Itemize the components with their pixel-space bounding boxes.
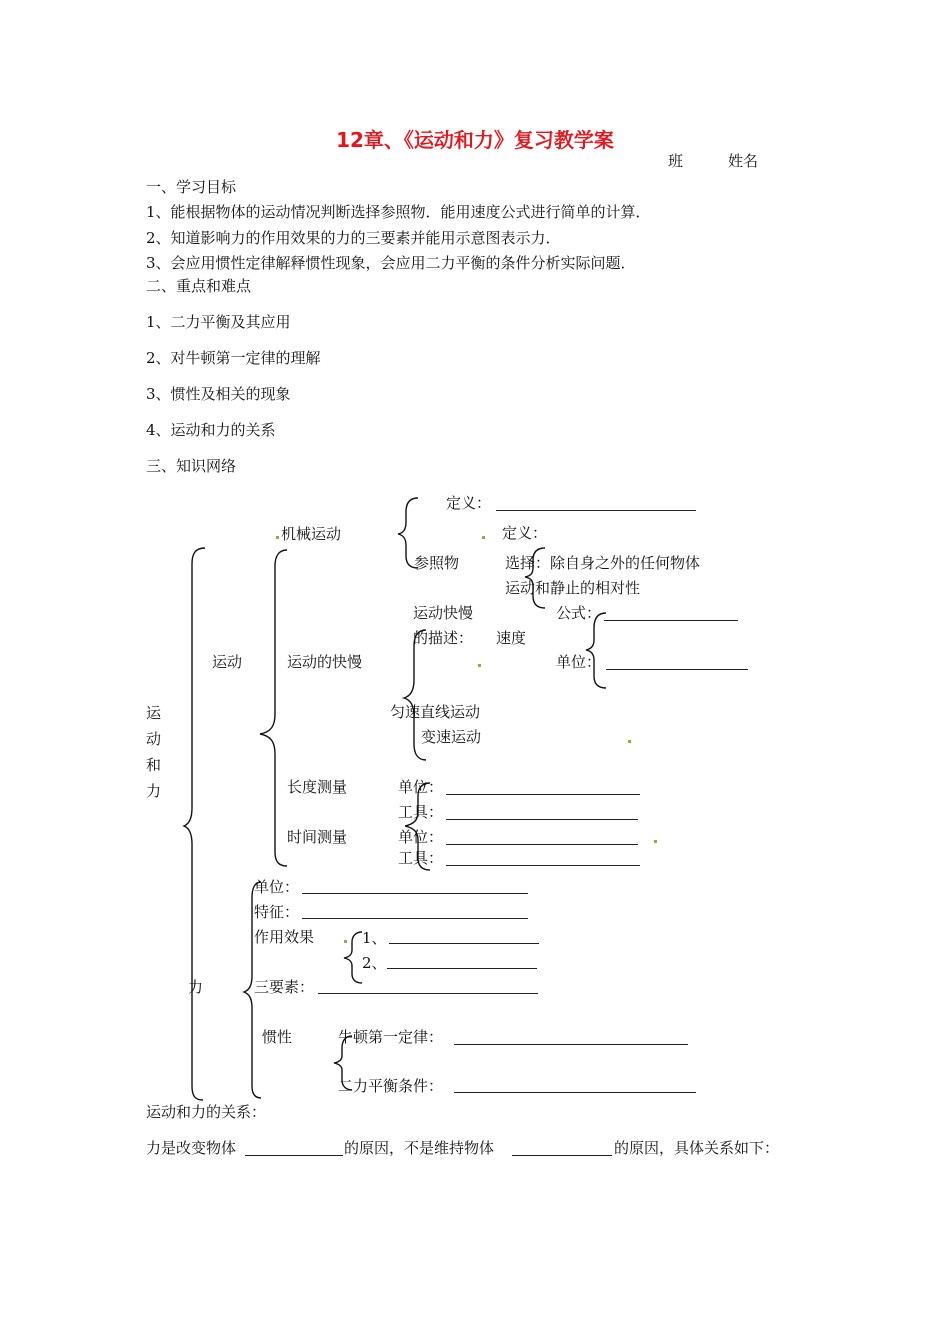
- effect-item-2-blank[interactable]: [387, 968, 537, 969]
- scan-artifact: [478, 664, 481, 667]
- scan-artifact: [654, 840, 657, 843]
- relation-sentence-part3: 的原因，具体关系如下：: [614, 1139, 780, 1157]
- effect-item-1-blank[interactable]: [389, 943, 539, 944]
- scan-artifact: [344, 940, 347, 943]
- formula-label: 公式：: [556, 604, 602, 622]
- scan-artifact: [628, 740, 631, 743]
- force-effect-label: 作用效果: [254, 928, 315, 946]
- section-heading-key-points: 二、重点和难点: [146, 277, 252, 295]
- relation-heading: 运动和力的关系：: [146, 1103, 267, 1121]
- objective-item: 2、知道影响力的作用效果的力的三要素并能用示意图表示力．: [146, 229, 561, 247]
- motion-label: 运动: [212, 653, 243, 671]
- relation-blank-1[interactable]: [245, 1155, 343, 1156]
- mechanical-motion-label: 机械运动: [281, 525, 342, 543]
- length-measurement-label: 长度测量: [287, 778, 348, 796]
- formula-blank[interactable]: [604, 620, 738, 621]
- relation-sentence-part2: 的原因，不是维持物体: [344, 1139, 495, 1157]
- uniform-motion-label: 匀速直线运动: [390, 703, 481, 721]
- length-tool-label: 工具：: [398, 803, 444, 821]
- class-label: 班: [668, 152, 684, 170]
- root-label: 运动和力: [146, 704, 162, 800]
- inertia-label: 惯性: [262, 1028, 293, 1046]
- relation-blank-2[interactable]: [512, 1155, 612, 1156]
- key-point-item: 2、对牛顿第一定律的理解: [146, 349, 321, 367]
- objective-item: 3、会应用惯性定律解释惯性现象，会应用二力平衡的条件分析实际问题．: [146, 254, 636, 272]
- relation-sentence-part1: 力是改变物体: [146, 1139, 237, 1157]
- force-feature-label: 特征：: [254, 903, 300, 921]
- reference-label: 参照物: [414, 554, 460, 572]
- force-label: 力: [188, 978, 204, 996]
- speed-label: 速度: [496, 629, 527, 647]
- force-unit-label: 单位：: [254, 878, 300, 896]
- time-unit-blank[interactable]: [446, 844, 638, 845]
- key-point-item: 3、惯性及相关的现象: [146, 385, 291, 403]
- time-tool-blank[interactable]: [446, 865, 640, 866]
- relativity-label: 运动和静止的相对性: [505, 579, 641, 597]
- force-feature-blank[interactable]: [302, 918, 528, 919]
- reference-definition-label: 定义：: [502, 524, 548, 542]
- three-elements-label: 三要素：: [254, 978, 315, 996]
- scan-artifact: [482, 536, 485, 539]
- scan-artifact: [276, 536, 279, 539]
- variable-motion-label: 变速运动: [421, 728, 482, 746]
- newton-first-law-blank[interactable]: [454, 1044, 688, 1045]
- definition-blank[interactable]: [496, 510, 696, 511]
- speed-unit-blank[interactable]: [606, 669, 748, 670]
- section-heading-objectives: 一、学习目标: [146, 178, 237, 196]
- reference-choice-label: 选择：除自身之外的任何物体: [505, 554, 701, 572]
- length-unit-blank[interactable]: [446, 794, 640, 795]
- force-unit-blank[interactable]: [302, 893, 528, 894]
- speed-unit-label: 单位：: [556, 653, 602, 671]
- objective-item: 1、能根据物体的运动情况判断选择参照物．能用速度公式进行简单的计算．: [146, 203, 651, 221]
- time-tool-label: 工具：: [398, 849, 444, 867]
- speed-description-label: 运动快慢: [413, 604, 474, 622]
- balance-condition-blank[interactable]: [454, 1092, 696, 1093]
- balance-condition-label: 二力平衡条件：: [338, 1077, 444, 1095]
- definition-label: 定义：: [446, 494, 492, 512]
- length-tool-blank[interactable]: [446, 819, 638, 820]
- effect-item-2-label: 2、: [362, 954, 387, 972]
- effect-item-1-label: 1、: [362, 929, 387, 947]
- page-title: 12章、《运动和力》复习教学案: [336, 128, 614, 152]
- time-unit-label: 单位：: [398, 828, 444, 846]
- speed-branch-label: 运动的快慢: [287, 653, 363, 671]
- section-heading-knowledge-network: 三、知识网络: [146, 457, 237, 475]
- key-point-item: 4、运动和力的关系: [146, 421, 276, 439]
- speed-description-label-2: 的描述：: [413, 629, 474, 647]
- time-measurement-label: 时间测量: [287, 828, 348, 846]
- key-point-item: 1、二力平衡及其应用: [146, 313, 291, 331]
- length-unit-label: 单位：: [398, 778, 444, 796]
- name-label: 姓名: [728, 152, 759, 170]
- newton-first-law-label: 牛顿第一定律：: [338, 1028, 444, 1046]
- three-elements-blank[interactable]: [318, 993, 538, 994]
